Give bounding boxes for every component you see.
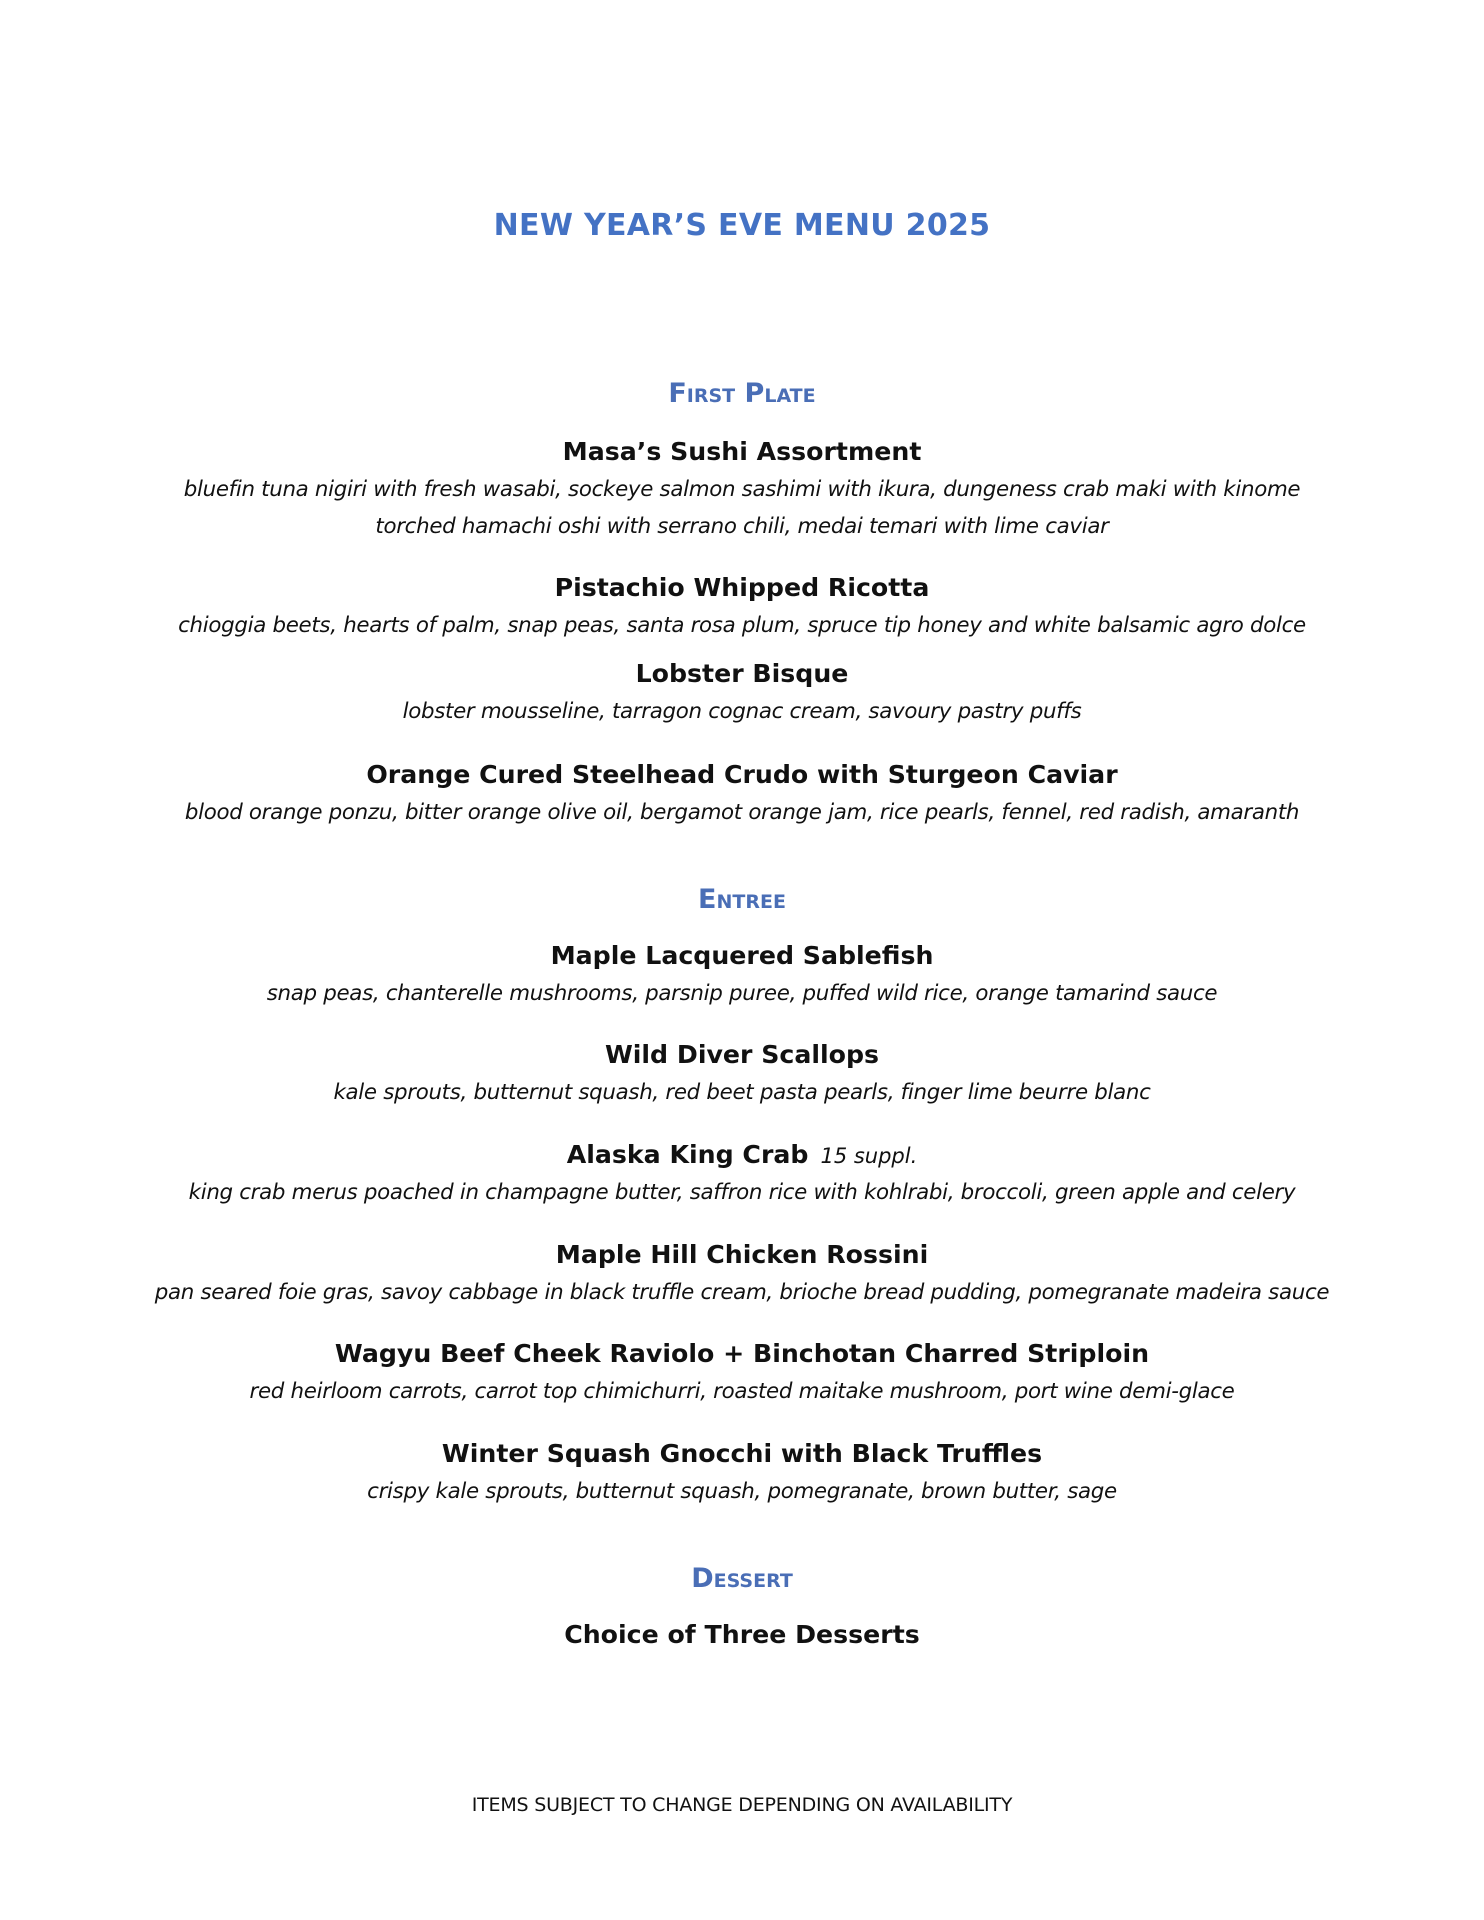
menu-item-name: Maple Lacquered Sablefish: [550, 941, 934, 970]
menu-item-name: Masa’s Sushi Assortment: [562, 437, 922, 466]
menu-item-name: Alaska King Crab: [566, 1140, 809, 1169]
menu-item-description: bluefin tuna nigiri with fresh wasabi, sockeye salmon sashimi with ikura, dungeness crab maki with kinome: [183, 477, 1301, 502]
menu-item-name-with-supplement: [0, 1140, 1484, 1169]
menu-item-description: kale sprouts, butternut squash, red beet pasta pearls, finger lime beurre blanc: [333, 1080, 1151, 1105]
menu-item-name: Wagyu Beef Cheek Raviolo + Binchotan Charred Striploin: [334, 1339, 1150, 1368]
menu-title: NEW YEAR’S EVE MENU 2025: [493, 208, 991, 243]
menu-item-description: king crab merus poached in champagne butter, saffron rice with kohlrabi, broccoli, green apple and celery: [188, 1180, 1296, 1205]
menu-item-description: blood orange ponzu, bitter orange olive oil, bergamot orange jam, rice pearls, fennel, red radish, amaranth: [184, 800, 1300, 825]
menu-item-name: Choice of Three Desserts: [564, 1620, 920, 1649]
menu-item-description: crispy kale sprouts, butternut squash, pomegranate, brown butter, sage: [367, 1479, 1117, 1504]
availability-footer: ITEMS SUBJECT TO CHANGE DEPENDING ON AVAILABILITY: [471, 1794, 1013, 1816]
menu-item-description: snap peas, chanterelle mushrooms, parsnip puree, puffed wild rice, orange tamarind sauce: [266, 981, 1218, 1006]
section-heading-first-plate: First Plate: [668, 378, 816, 409]
section-heading-dessert: Dessert: [691, 1563, 793, 1594]
section-heading-entree: Entree: [698, 884, 786, 915]
menu-item-description: lobster mousseline, tarragon cognac cream, savoury pastry puffs: [402, 699, 1082, 724]
menu-item-name: Wild Diver Scallops: [604, 1040, 880, 1069]
menu-item-name: Maple Hill Chicken Rossini: [555, 1240, 929, 1269]
menu-item-name: Pistachio Whipped Ricotta: [554, 573, 930, 602]
supplement-price: 15 suppl.: [820, 1144, 918, 1168]
menu-item-name: Lobster Bisque: [635, 659, 849, 688]
menu-item-description: chioggia beets, hearts of palm, snap peas, santa rosa plum, spruce tip honey and white balsamic agro dolce: [178, 613, 1306, 638]
menu-item-description: pan seared foie gras, savoy cabbage in black truffle cream, brioche bread pudding, pomegranate madeira sauce: [154, 1280, 1330, 1305]
menu-item-name: Winter Squash Gnocchi with Black Truffles: [441, 1439, 1043, 1468]
menu-item-description: torched hamachi oshi with serrano chili, medai temari with lime caviar: [375, 514, 1109, 539]
menu-item-description: red heirloom carrots, carrot top chimichurri, roasted maitake mushroom, port wine demi-glace: [249, 1379, 1235, 1404]
menu-item-name: Orange Cured Steelhead Crudo with Sturgeon Caviar: [366, 760, 1118, 789]
